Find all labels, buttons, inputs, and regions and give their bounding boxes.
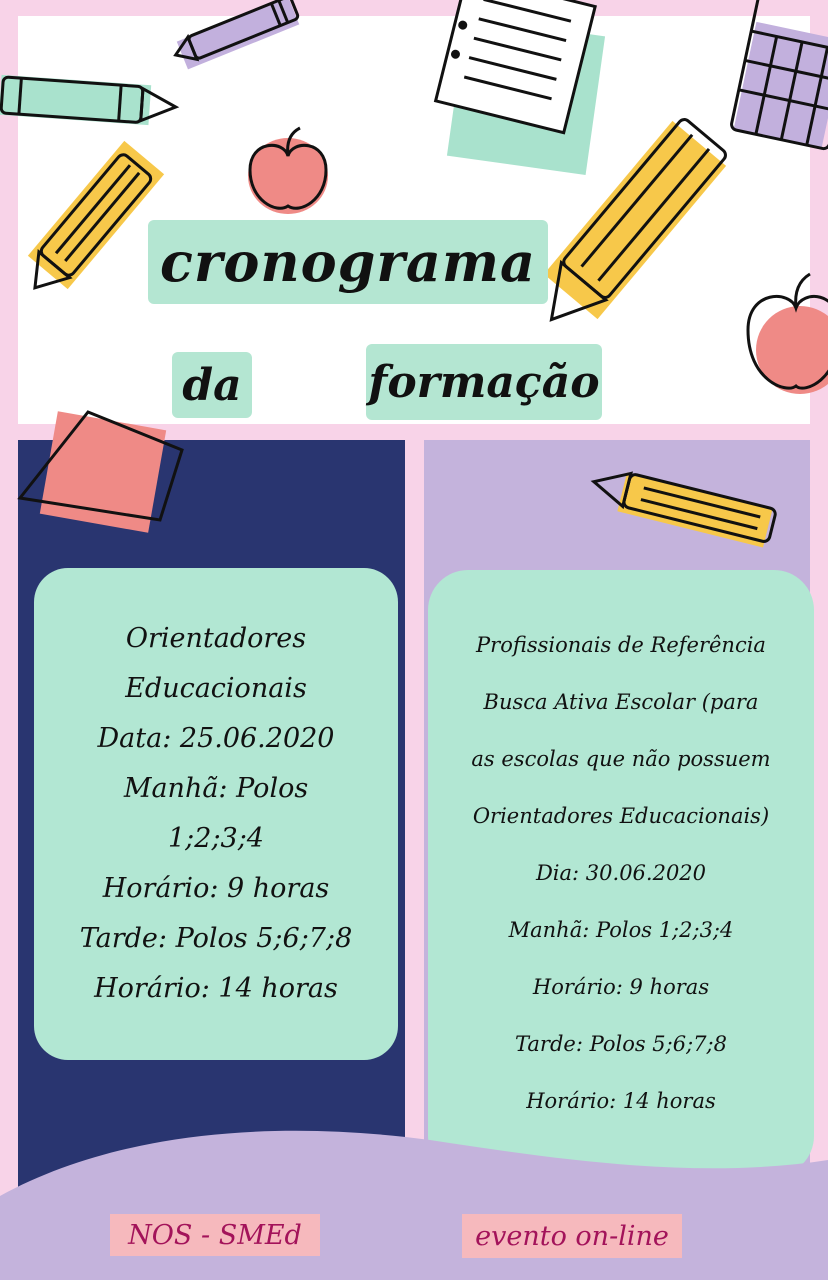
card-line: Orientadores bbox=[125, 623, 307, 654]
card-line: Manhã: Polos bbox=[123, 773, 309, 804]
title-da bbox=[172, 352, 252, 418]
card-line: 1;2;3;4 bbox=[167, 823, 264, 854]
yellow-pencil-icon bbox=[20, 141, 165, 301]
card-line: Horário: 14 horas bbox=[94, 973, 338, 1004]
notebook-icon bbox=[436, 0, 605, 175]
card-line: Educacionais bbox=[125, 673, 307, 704]
card-line: Data: 25.06.2020 bbox=[97, 723, 335, 754]
card-line: Orientadores Educacionais) bbox=[472, 803, 770, 828]
title-formacao bbox=[366, 344, 602, 420]
sticky-note-icon bbox=[20, 411, 182, 533]
card-line: Horário: 9 horas bbox=[532, 974, 710, 999]
orientadores-card bbox=[34, 568, 398, 1060]
card-line: Manhã: Polos 1;2;3;4 bbox=[508, 917, 734, 942]
purple-crayon-icon bbox=[171, 0, 299, 69]
card-line: Horário: 9 horas bbox=[102, 873, 330, 904]
card-line: Horário: 14 horas bbox=[526, 1088, 716, 1113]
card-line: Dia: 30.06.2020 bbox=[535, 860, 707, 885]
footer-evento-online: evento on-line bbox=[462, 1214, 682, 1258]
title-da-text: da bbox=[182, 359, 242, 411]
card-line: Profissionais de Referência bbox=[476, 632, 766, 657]
card-line: Busca Ativa Escolar (para bbox=[483, 689, 759, 714]
title-formacao-text: formação bbox=[368, 356, 600, 408]
card-line: Tarde: Polos 5;6;7;8 bbox=[515, 1031, 727, 1056]
apple-icon bbox=[248, 128, 328, 214]
card-line: as escolas que não possuem bbox=[471, 746, 771, 771]
footer-nos-smed: NOS - SMEd bbox=[110, 1214, 320, 1256]
title-cronograma bbox=[148, 220, 548, 304]
bottom-wave bbox=[0, 1120, 828, 1280]
card-line: Tarde: Polos 5;6;7;8 bbox=[79, 923, 353, 954]
calculator-icon bbox=[730, 0, 828, 150]
apple-icon bbox=[748, 274, 828, 394]
green-crayon-icon bbox=[0, 75, 177, 125]
title-line1-text: cronograma bbox=[160, 230, 536, 294]
yellow-pencil-icon bbox=[590, 465, 777, 547]
profissionais-card bbox=[428, 570, 814, 1176]
